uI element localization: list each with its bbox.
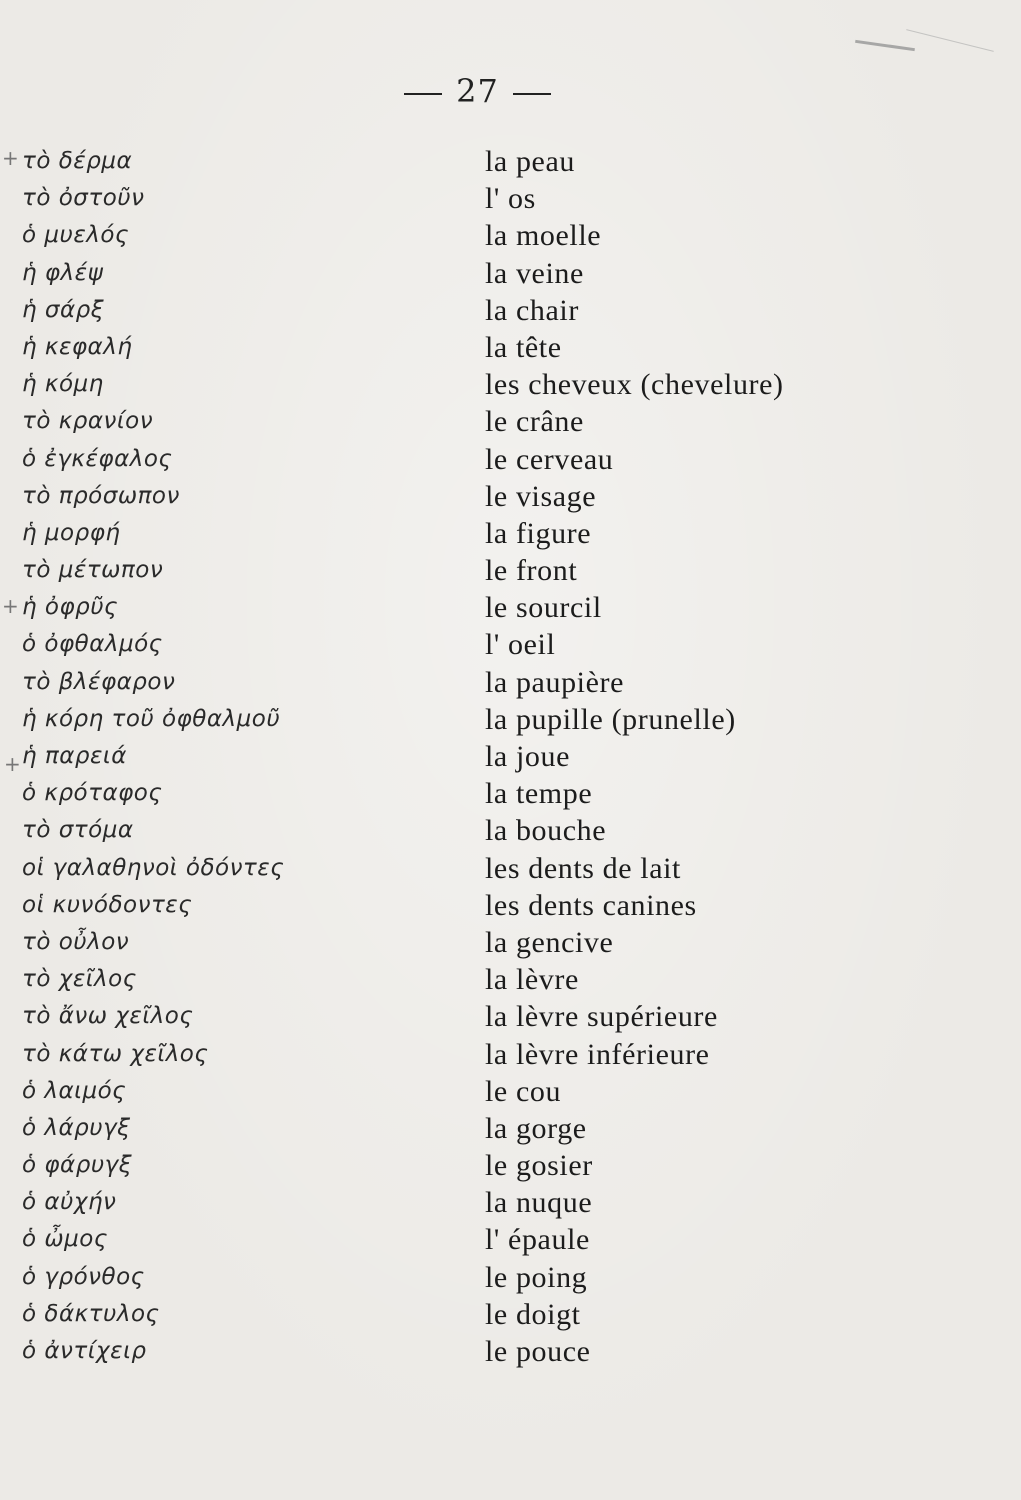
- dash-right: [513, 93, 551, 95]
- margin-plus-mark: +: [2, 594, 19, 618]
- french-translation: la nuque: [485, 1186, 593, 1220]
- greek-term: ὁ λαιμός: [22, 1077, 127, 1104]
- french-translation: l' épaule: [485, 1223, 590, 1257]
- greek-term: ἡ παρειά: [22, 743, 127, 769]
- french-translation: le cou: [485, 1074, 562, 1108]
- french-translation: les cheveux (chevelure): [485, 368, 784, 402]
- vocab-row: [0, 515, 1021, 552]
- greek-term: τὸ ἄνω χεῖλος: [22, 1003, 194, 1030]
- french-translation: la gencive: [485, 925, 614, 959]
- greek-term: ὁ δάκτυλος: [22, 1300, 160, 1327]
- greek-term: ἡ κόμη: [22, 371, 104, 398]
- french-translation: le front: [485, 554, 578, 588]
- vocab-row: [0, 887, 1021, 924]
- vocab-row: [0, 292, 1021, 329]
- vocab-row: [0, 1333, 1021, 1370]
- french-translation: les dents de lait: [485, 851, 681, 885]
- greek-term: οἱ γαλαθηνοὶ ὀδόντες: [22, 854, 285, 881]
- greek-term: τὸ πρόσωπον: [22, 482, 180, 509]
- french-translation: le visage: [485, 479, 597, 513]
- vocab-row: [0, 143, 1021, 180]
- vocab-row: [0, 738, 1021, 775]
- greek-term: τὸ δέρμα: [22, 148, 133, 174]
- greek-term: ἡ μορφή: [22, 519, 121, 546]
- vocab-row: [0, 850, 1021, 887]
- french-translation: la lèvre inférieure: [485, 1037, 710, 1071]
- greek-term: ὁ ὀφθαλμός: [22, 631, 163, 658]
- french-translation: la paupière: [485, 665, 625, 699]
- dash-left: [404, 93, 442, 95]
- vocab-row: [0, 1184, 1021, 1221]
- greek-term: ὁ γρόνθος: [22, 1263, 145, 1290]
- vocab-row: [0, 1036, 1021, 1073]
- greek-term: τὸ χεῖλος: [22, 966, 137, 993]
- greek-term: ἡ κόρη τοῦ ὀφθαλμοῦ: [22, 705, 281, 732]
- french-translation: la lèvre: [485, 963, 579, 997]
- french-translation: la chair: [485, 293, 579, 327]
- vocab-row: [0, 589, 1021, 626]
- vocab-row: [0, 441, 1021, 478]
- french-translation: le poing: [485, 1260, 588, 1294]
- vocab-row: [0, 180, 1021, 217]
- french-translation: la veine: [485, 256, 584, 290]
- vocab-row: [0, 552, 1021, 589]
- vocab-row: [0, 329, 1021, 366]
- greek-term: ὁ ἐγκέφαλος: [22, 445, 173, 472]
- french-translation: le pouce: [485, 1335, 591, 1368]
- margin-scratch-mark: [855, 40, 915, 51]
- margin-plus-mark: +: [2, 146, 19, 170]
- page-number-header: [0, 72, 955, 110]
- greek-term: ἡ φλέψ: [22, 259, 104, 286]
- french-translation: les dents canines: [485, 888, 697, 922]
- vocab-row: [0, 961, 1021, 998]
- page-number: 27: [456, 72, 499, 110]
- french-translation: l' os: [485, 182, 536, 216]
- greek-term: τὸ μέτωπον: [22, 557, 164, 584]
- vocab-row: [0, 1110, 1021, 1147]
- greek-term: ὁ φάρυγξ: [22, 1152, 133, 1179]
- vocab-row: [0, 998, 1021, 1035]
- greek-term: ὁ ἀντίχειρ: [22, 1338, 147, 1364]
- margin-plus-mark: +: [4, 752, 21, 776]
- french-translation: la tempe: [485, 777, 593, 811]
- french-translation: le doigt: [485, 1297, 581, 1331]
- vocab-row: [0, 255, 1021, 292]
- vocab-row: [0, 1221, 1021, 1258]
- vocab-row: [0, 1296, 1021, 1333]
- french-translation: la moelle: [485, 219, 602, 253]
- vocab-row: [0, 626, 1021, 663]
- greek-term: ἡ σάρξ: [22, 296, 105, 323]
- vocab-row: [0, 775, 1021, 812]
- greek-term: ὁ μυελός: [22, 222, 129, 249]
- greek-term: τὸ στόμα: [22, 817, 134, 844]
- greek-term: ὁ κρόταφος: [22, 780, 163, 807]
- greek-term: ὁ αὐχήν: [22, 1189, 117, 1216]
- greek-term: τὸ ὀστοῦν: [22, 185, 145, 212]
- vocab-row: [0, 478, 1021, 515]
- vocab-row: [0, 924, 1021, 961]
- greek-term: οἱ κυνόδοντες: [22, 891, 193, 918]
- greek-term: ὁ λάρυγξ: [22, 1114, 131, 1141]
- vocabulary-list: [0, 143, 1021, 1370]
- french-translation: la bouche: [485, 814, 607, 848]
- greek-term: ἡ ὀφρῦς: [22, 594, 119, 621]
- greek-term: τὸ κάτω χεῖλος: [22, 1040, 209, 1067]
- greek-term: τὸ βλέφαρον: [22, 668, 176, 695]
- vocab-row: [0, 1259, 1021, 1296]
- vocab-row: [0, 701, 1021, 738]
- french-translation: le sourcil: [485, 591, 602, 625]
- vocab-row: [0, 366, 1021, 403]
- french-translation: le crâne: [485, 405, 584, 439]
- vocab-row: [0, 1073, 1021, 1110]
- vocab-row: [0, 403, 1021, 440]
- french-translation: le cerveau: [485, 442, 614, 476]
- french-translation: la figure: [485, 516, 592, 550]
- french-translation: la peau: [485, 145, 575, 178]
- french-translation: la tête: [485, 330, 562, 364]
- vocab-row: [0, 1147, 1021, 1184]
- greek-term: ἡ κεφαλή: [22, 333, 133, 360]
- vocab-row: [0, 812, 1021, 849]
- greek-term: τὸ οὖλον: [22, 928, 130, 955]
- greek-term: ὁ ὦμος: [22, 1226, 108, 1253]
- vocab-row: [0, 217, 1021, 254]
- vocab-row: [0, 664, 1021, 701]
- margin-scratch-mark: [906, 29, 994, 52]
- greek-term: τὸ κρανίον: [22, 408, 154, 435]
- french-translation: la gorge: [485, 1111, 587, 1145]
- french-translation: le gosier: [485, 1149, 593, 1183]
- french-translation: la lèvre supérieure: [485, 1000, 718, 1034]
- french-translation: la pupille (prunelle): [485, 702, 736, 736]
- french-translation: l' oeil: [485, 628, 556, 662]
- french-translation: la joue: [485, 740, 571, 773]
